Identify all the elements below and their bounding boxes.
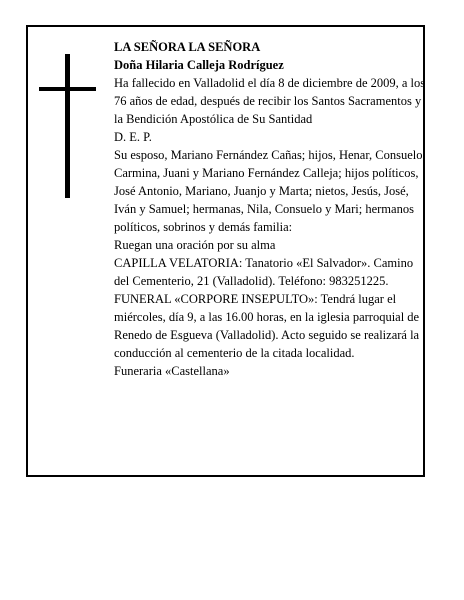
prayer-request: Ruegan una oración por su alma bbox=[114, 238, 276, 252]
cross-icon bbox=[65, 54, 70, 198]
wake-info: CAPILLA VELATORIA: Tanatorio «El Salvador». Camino del Cementerio, 21 (Valladolid). Teléfono: 983251225. bbox=[114, 256, 414, 288]
death-announcement: Ha fallecido en Valladolid el día 8 de diciembre de 2009, a los 76 años de edad, después de recibir los Santos Sacramentos y la Bendición Apostólica de Su Santidad bbox=[114, 76, 426, 126]
funeral-home: Funeraria «Castellana» bbox=[114, 364, 230, 378]
notice-heading: LA SEÑORA LA SEÑORA bbox=[114, 40, 261, 54]
funeral-info: FUNERAL «CORPORE INSEPULTO»: Tendrá lugar el miércoles, día 9, a las 16.00 horas, en la iglesia parroquial de Renedo de Esgueva (Valladolid). Acto seguido se realizará la conducción al cementerio de la citada localidad. bbox=[114, 292, 420, 360]
family-list: Su esposo, Mariano Fernández Cañas; hijos, Henar, Consuelo, Carmina, Juani y Mariano Fernández Calleja; hijos políticos, José Antonio, Mariano, Juanjo y Marta; nietos, Jesús, José, Iván y Samuel; hermanas, Nila, Consuelo y Mari; hermanos políticos, sobrinos y demás familia: bbox=[114, 148, 426, 234]
obituary-text bbox=[114, 38, 430, 380]
deceased-name: Doña Hilaria Calleja Rodríguez bbox=[114, 58, 284, 72]
cross-icon-crossbar bbox=[39, 87, 96, 91]
rip-line: D. E. P. bbox=[114, 130, 152, 144]
